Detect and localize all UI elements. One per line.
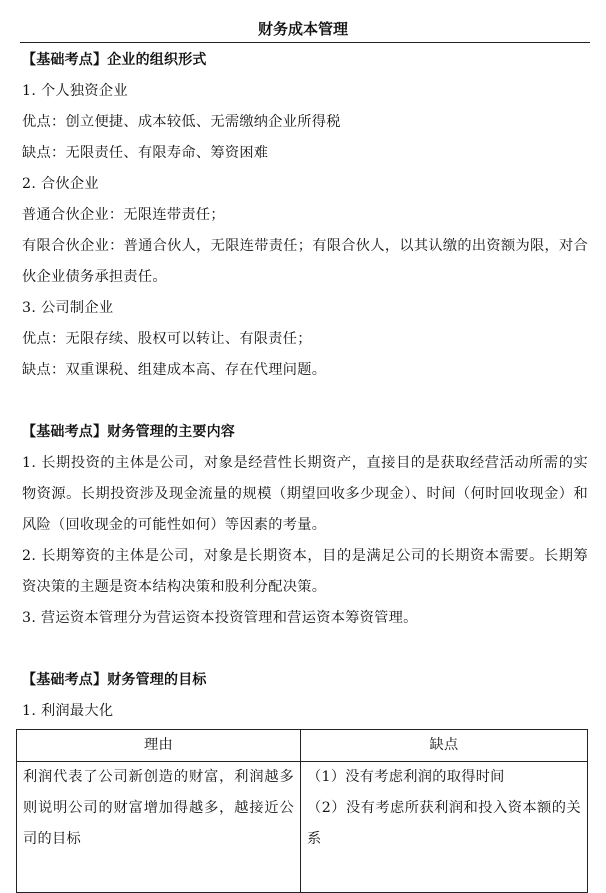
cons-item-1: （1）没有考虑利润的取得时间 (307, 769, 505, 785)
table-header-cons: 缺点 (301, 730, 588, 762)
table-header-reason: 理由 (17, 730, 301, 762)
sole-proprietorship-cons: 缺点：无限责任、有限寿命、筹资困难 (22, 145, 269, 161)
corporation-title: 3. 公司制企业 (22, 300, 114, 316)
sole-proprietorship-pros: 优点：创立便捷、成本较低、无需缴纳企业所得税 (22, 114, 341, 130)
table-cell-reason: 利润代表了公司新创造的财富，利润越多则说明公司的财富增加得越多，越接近公司的目标 (17, 762, 301, 893)
table-row (17, 762, 588, 893)
table-cell-cons (301, 762, 588, 893)
long-term-investment-text: 1. 长期投资的主体是公司，对象是经营性长期资产，直接目的是获取经营活动所需的实物资源。长期投资涉及现金流量的规模（期望回收多少现金）、时间（何时回收现金）和风险（回收现金的可能性如何）等因素的考量。 (22, 455, 588, 533)
section-heading-main-content: 【基础考点】财务管理的主要内容 (22, 424, 235, 440)
corporation-cons: 缺点：双重课税、组建成本高、存在代理问题。 (22, 362, 327, 378)
cons-item-2: （2）没有考虑所获利润和投入资本额的关系 (307, 800, 581, 847)
corporation-pros: 优点：无限存续、股权可以转让、有限责任； (22, 331, 312, 347)
limited-partnership-text: 有限合伙企业：普通合伙人，无限连带责任；有限合伙人，以其认缴的出资额为限，对合伙企业债务承担责任。 (22, 238, 588, 285)
profit-maximization-table (16, 729, 588, 893)
section-heading-organization-forms: 【基础考点】企业的组织形式 (22, 52, 207, 68)
sole-proprietorship-title: 1. 个人独资企业 (22, 83, 128, 99)
table-header-row (17, 730, 588, 762)
document-body (22, 45, 588, 727)
partnership-title: 2. 合伙企业 (22, 176, 99, 192)
long-term-financing-text: 2. 长期筹资的主体是公司，对象是长期资本，目的是满足公司的长期资本需要。长期筹资决策的主题是资本结构决策和股利分配决策。 (22, 548, 588, 595)
header-divider (20, 42, 590, 43)
section-spacer (22, 386, 588, 417)
general-partnership-text: 普通合伙企业：无限连带责任； (22, 207, 225, 223)
page-header-title: 财务成本管理 (257, 20, 348, 38)
section-heading-financial-goals: 【基础考点】财务管理的目标 (22, 672, 207, 688)
working-capital-text: 3. 营运资本管理分为营运资本投资管理和营运资本筹资管理。 (22, 610, 418, 626)
section-spacer (22, 634, 588, 665)
profit-maximization-title: 1. 利润最大化 (22, 703, 114, 719)
